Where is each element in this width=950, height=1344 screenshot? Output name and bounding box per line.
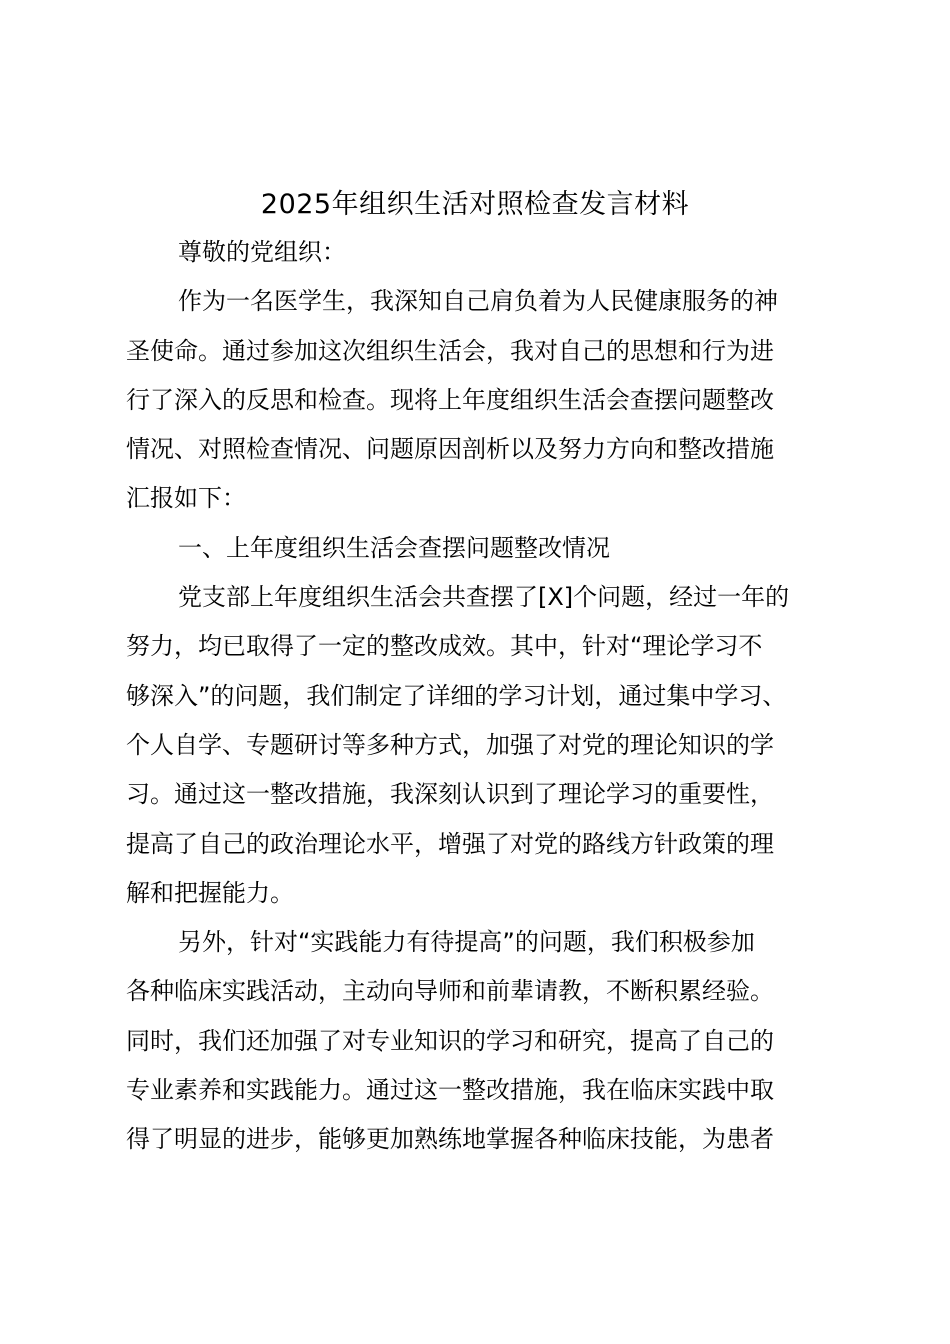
- text-line: 行了深入的反思和检查。现将上年度组织生活会查摆问题整改: [126, 385, 774, 414]
- document-title: 2025年组织生活对照检查发言材料: [260, 189, 690, 220]
- document-body: [126, 228, 834, 1165]
- text-line: 各种临床实践活动，主动向导师和前辈请教，不断积累经验。: [126, 977, 774, 1006]
- text-line: 够深入”的问题，我们制定了详细的学习计划，通过集中学习、: [126, 681, 787, 710]
- text-line: 作为一名医学生，我深知自己肩负着为人民健康服务的神: [178, 287, 778, 316]
- text-line: 汇报如下：: [126, 484, 246, 513]
- text-line: 个人自学、专题研讨等多种方式，加强了对党的理论知识的学: [126, 730, 774, 759]
- text-line: 专业素养和实践能力。通过这一整改措施，我在临床实践中取: [126, 1076, 774, 1105]
- text-line: 习。通过这一整改措施，我深刻认识到了理论学习的重要性，: [126, 780, 774, 809]
- text-line: 情况、对照检查情况、问题原因剖析以及努力方向和整改措施: [126, 435, 774, 464]
- text-line: 另外，针对“实践能力有待提高”的问题，我们积极参加: [178, 928, 755, 957]
- text-line: 党支部上年度组织生活会共查摆了[X]个问题，经过一年的: [178, 583, 790, 612]
- text-line: 尊敬的党组织：: [178, 238, 346, 266]
- text-line: 努力，均已取得了一定的整改成效。其中，针对“理论学习不: [126, 632, 763, 661]
- text-line: 解和把握能力。: [126, 878, 294, 907]
- text-line: 提高了自己的政治理论水平，增强了对党的路线方针政策的理: [126, 829, 774, 858]
- text-line: 圣使命。通过参加这次组织生活会，我对自己的思想和行为进: [126, 336, 774, 365]
- text-line: 一、上年度组织生活会查摆问题整改情况: [178, 533, 610, 562]
- text-line: 同时，我们还加强了对专业知识的学习和研究，提高了自己的: [126, 1026, 774, 1055]
- text-line: 得了明显的进步，能够更加熟练地掌握各种临床技能，为患者: [126, 1125, 774, 1154]
